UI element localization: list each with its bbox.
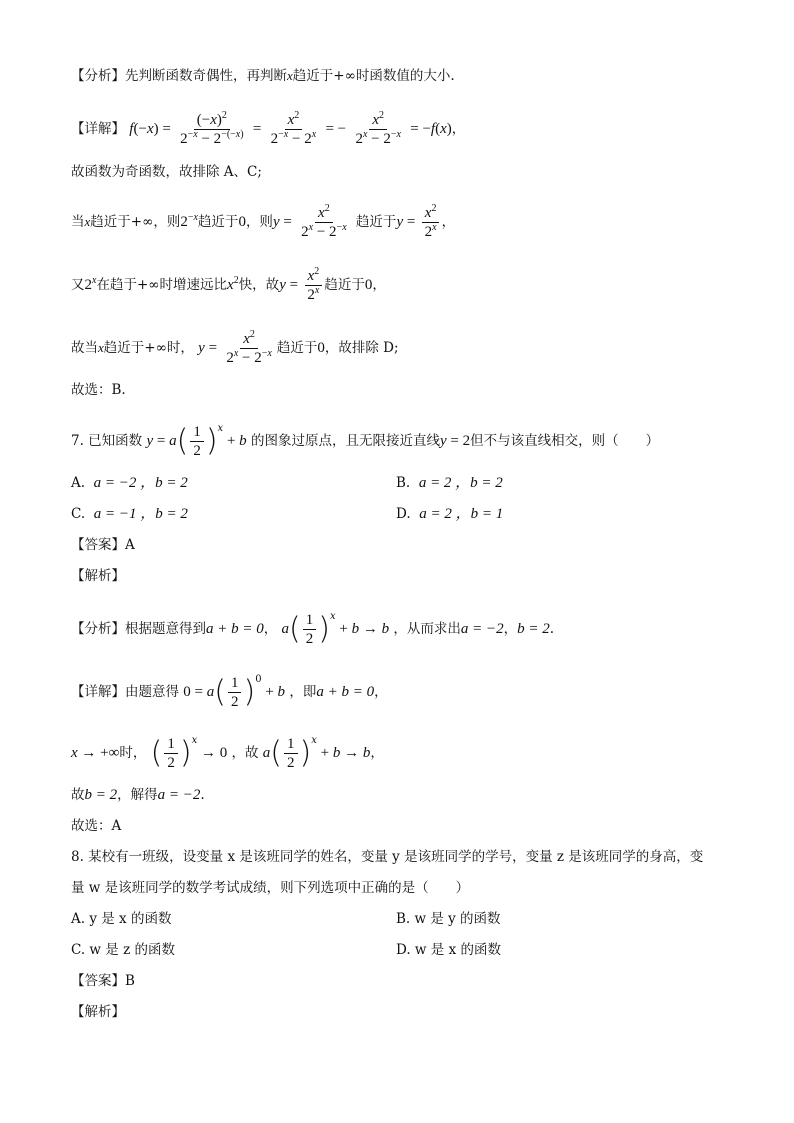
q8-answer: 【答案】B — [71, 973, 135, 989]
q7-limit-line: x → +∞时， ( $\frac{1}{2}$ )$^x$ → 0 ，故 a( $\frac{1}{2}$ )$^x$ + b → b， — [71, 735, 384, 771]
q6-analysis-line: 【分析】先判断函数奇偶性，再判断x趋近于+∞时函数值的大小. — [71, 68, 455, 84]
q8-stem-line2: 量 w 是该班同学的数学考试成绩，则下列选项中正确的是（ ） — [71, 880, 470, 896]
q7-detail-line: 【详解】由题意得 0 = a( $\frac{1}{2}$ )$^0$ + b ，即a + b = 0， — [71, 674, 388, 710]
q7-parse-tag: 【解析】 — [71, 568, 125, 584]
q7-analysis-line: 【分析】根据题意得到a + b = 0， a( $\frac{1}{2}$ )$^x$ + b → b ，从而求出a = −2，b = 2. — [71, 611, 555, 647]
q7-option-c[interactable]: C. a = −1 ，b = 2 — [71, 506, 188, 522]
analysis-tag: 【分析】 — [71, 68, 125, 84]
q8-option-d[interactable]: D. w 是 x 的函数 — [396, 942, 501, 958]
q8-option-c[interactable]: C. w 是 z 的函数 — [71, 942, 175, 958]
q8-option-b[interactable]: B. w 是 y 的函数 — [396, 911, 501, 927]
q6-choice: 故选：B. — [71, 382, 126, 398]
q7-stem: 7. 已知函数 y = a( $\frac{1}{2}$ )$^x$ + b 的图象过原点，且无限接近直线y = 2但不与该直线相交，则（ ） — [71, 423, 660, 459]
q6-also-line: 又2$^x$在趋于+∞时增速远比$x^2$快，故y = $\frac{x^2}{2^x}$ 趋近于0， — [71, 266, 386, 303]
q6-exclude-line: 故函数为奇函数，故排除 A、C; — [71, 164, 262, 180]
q7-answer: 【答案】A — [71, 537, 135, 553]
q7-so-line: 故b = 2，解得a = −2. — [71, 787, 205, 803]
q7-option-a[interactable]: A. a = −2 ，b = 2 — [71, 475, 188, 491]
q6-thus-line: 故当x趋近于+∞时， y = $\frac{x^2}{2^x - 2^{-x}}$ 趋近于0，故排除 D; — [71, 329, 399, 366]
q7-option-d[interactable]: D. a = 2 ，b = 1 — [396, 506, 504, 522]
q8-parse-tag: 【解析】 — [71, 1004, 125, 1020]
detail-tag: 【详解】 — [71, 121, 125, 137]
q8-stem-line1: 8. 某校有一班级，设变量 x 是该班同学的姓名，变量 y 是该班同学的学号，变量 z 是该班同学的身高，变 — [71, 849, 704, 865]
q6-when-line: 当x趋近于+∞，则$2^{-x}$趋近于0，则y = $\frac{x^2}{2^x - 2^{-x}}$ 趋近于y = $\frac{x^2}{2^x}$ ， — [71, 203, 456, 240]
q7-option-b[interactable]: B. a = 2 ，b = 2 — [396, 475, 503, 491]
q7-choice: 故选：A — [71, 818, 122, 834]
q6-detail-line: 【详解】 f(−x) = $\frac{(-x)^2}{2^{-x} - 2^{-(-x)}}$ = $\frac{x^2}{2^{-x} - 2^x}$ = − $\frac{x^2}{2^x - 2^{-x}}$ = −f(x)， — [71, 110, 466, 147]
formula-odd-function: f — [129, 121, 134, 137]
q8-option-a[interactable]: A. y 是 x 的函数 — [71, 911, 172, 927]
